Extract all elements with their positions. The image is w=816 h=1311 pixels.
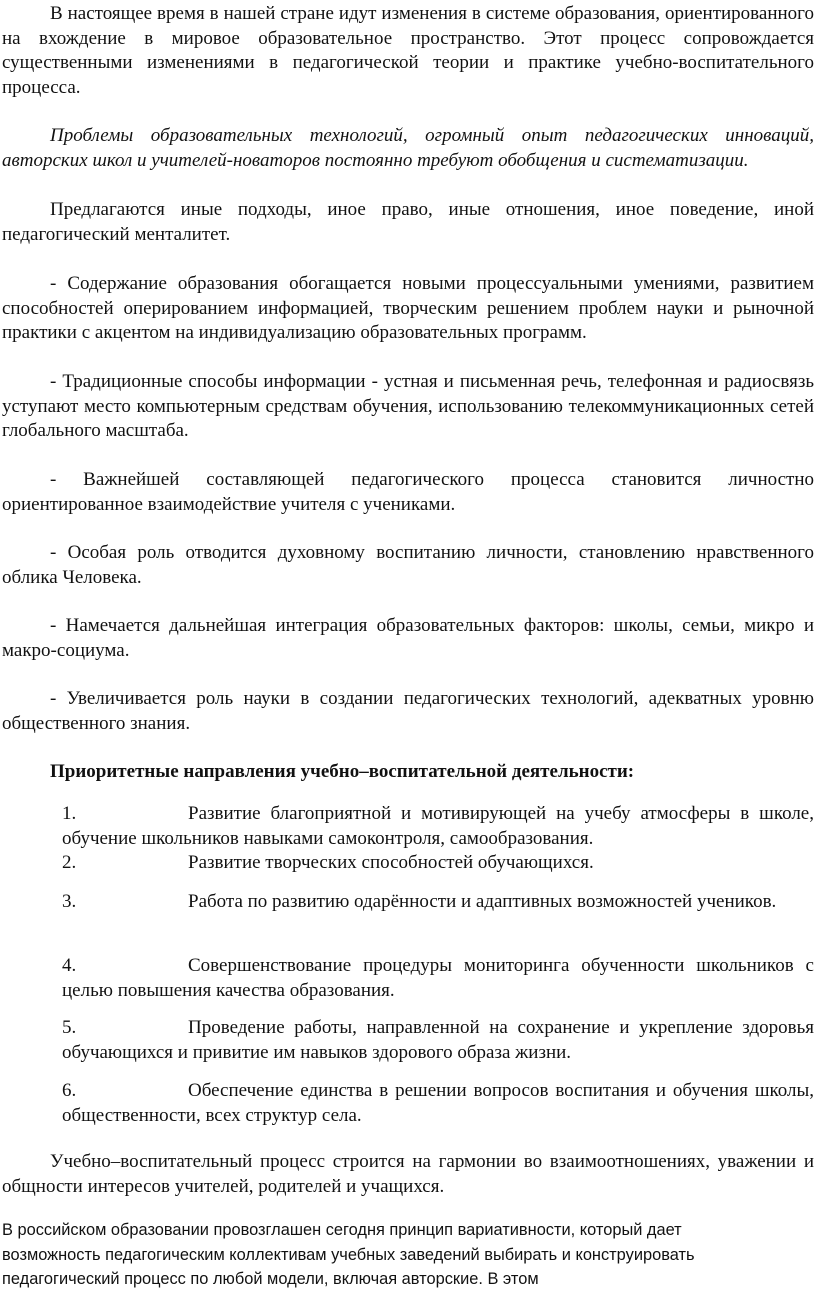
list-item-number: 6. — [62, 1080, 77, 1101]
list-item — [62, 1079, 814, 1128]
list-item-number: 3. — [62, 891, 77, 912]
list-item — [62, 1016, 814, 1065]
list-item-number: 5. — [62, 1017, 77, 1038]
list-item — [62, 851, 814, 876]
paragraph-closing: Учебно–воспитательный процесс строится на гармонии во взаимоотношениях, уважении и общности интересов учителей, родителей и учащихся. — [2, 1151, 814, 1197]
list-item — [62, 890, 814, 915]
footer-line: В российском образовании провозглашен сегодня принцип вариативности, который дает — [2, 1221, 682, 1239]
list-item-number: 2. — [62, 852, 77, 873]
paragraph-approaches: Предлагаются иные подходы, иное право, иные отношения, иное поведение, иной педагогический менталитет. — [2, 199, 814, 245]
list-item-text: Проведение работы, направленной на сохранение и укрепление здоровья обучающихся и привитие им навыков здорового образа жизни. — [62, 1017, 814, 1063]
list-item-number: 1. — [62, 803, 77, 824]
footer-text-block — [2, 1218, 814, 1292]
paragraph-intro: В настоящее время в нашей стране идут изменения в системе образования, ориентированного на вхождение в мировое образовательное пространство. Этот процесс сопровождается существенными изменениями в педагогической теории и практике учебно-воспитательного процесса. — [2, 3, 814, 98]
paragraph-spiritual: - Особая роль отводится духовному воспитанию личности, становлению нравственного облика Человека. — [2, 542, 814, 588]
list-item-number: 4. — [62, 955, 77, 976]
paragraph-traditional: - Традиционные способы информации - устная и письменная речь, телефонная и радиосвязь уступают место компьютерным средствам обучения, использованию телекоммуникационных сетей глобального масштаба. — [2, 371, 814, 442]
list-item — [62, 954, 814, 1003]
footer-line: возможность педагогическим коллективам учебных заведений выбирать и конструировать — [2, 1245, 695, 1264]
paragraph-problems: Проблемы образовательных технологий, огромный опыт педагогических инноваций, авторских школ и учителей-новаторов постоянно требуют обобщения и систематизации. — [2, 125, 814, 171]
priority-heading: Приоритетные направления учебно–воспитательной деятельности: — [50, 761, 635, 782]
paragraph-content: - Содержание образования обогащается новыми процессуальными умениями, развитием способностей оперированием информацией, творческим решением проблем науки и рыночной практики с акцентом на индивидуализацию образовательных программ. — [2, 273, 814, 344]
list-item-text: Работа по развитию одарённости и адаптивных возможностей учеников. — [188, 891, 777, 912]
paragraph-integration: - Намечается дальнейшая интеграция образовательных факторов: школы, семьи, микро и макро-социума. — [2, 615, 814, 661]
footer-line: педагогический процесс по любой модели, включая авторские. В этом — [2, 1270, 539, 1288]
list-item-text: Совершенствование процедуры мониторинга обученности школьников с целью повышения качества образования. — [62, 955, 814, 1001]
paragraph-interaction: - Важнейшей составляющей педагогического процесса становится личностно ориентированное взаимодействие учителя с учениками. — [2, 469, 814, 515]
paragraph-science: - Увеличивается роль науки в создании педагогических технологий, адекватных уровню общественного знания. — [2, 688, 814, 734]
list-item — [62, 802, 814, 851]
list-item-text: Развитие благоприятной и мотивирующей на учебу атмосферы в школе, обучение школьников навыками самоконтроля, самообразования. — [62, 803, 814, 849]
list-item-text: Обеспечение единства в решении вопросов воспитания и обучения школы, общественности, всех структур села. — [62, 1080, 814, 1126]
list-item-text: Развитие творческих способностей обучающихся. — [188, 852, 594, 873]
